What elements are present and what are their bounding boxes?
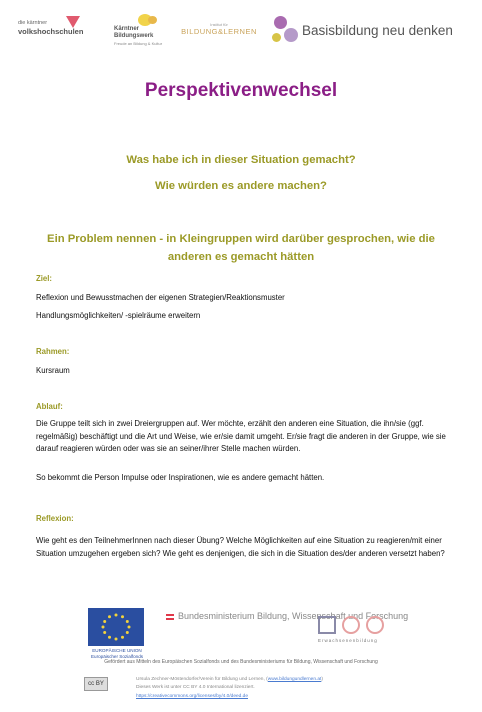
header-logos: die kärntner volkshochschulen Kärntner Bildungswerk Freude an Bildung & Kultur Institut für BILDUNG&LERNEN Basisbildung neu denken: [14, 14, 472, 48]
website-link[interactable]: www.bildungundlernen.at: [267, 677, 322, 682]
basisbildung-logo: Basisbildung neu denken: [272, 16, 472, 48]
ziel-item-1: Reflexion und Bewusstmachen der eigenen Strategien/Reaktionsmuster: [36, 293, 285, 302]
circle-lilac-icon: [284, 28, 298, 42]
eu-flag-icon: [88, 608, 144, 646]
ablauf-paragraph-2: So bekommt die Person Impulse oder Inspirationen, wie es andere gemacht hätten.: [36, 473, 325, 482]
vhs-mark-icon: [66, 16, 80, 28]
circle-purple-icon: [274, 16, 287, 29]
ring-shape-icon: [366, 616, 384, 634]
circle-yellow-icon: [272, 33, 281, 42]
ziel-label: Ziel:: [36, 274, 53, 283]
ablauf-label: Ablauf:: [36, 402, 63, 411]
ablauf-paragraph-1: Die Gruppe teilt sich in zwei Dreiergruppen auf. Wer möchte, erzählt den anderen eine Situation, die ihn/sie (ggf. regelmäßig) beschäftigt und die Art und Weise, wie er/sie damit umgeht. Er/sie fragt die anderen in der Gruppe, wie sie darauf reagieren würden oder was sie an seiner/ihrer Stelle machen würden.: [36, 419, 446, 454]
reflexion-label: Reflexion:: [36, 514, 74, 523]
speech-bubble-small-icon: [148, 16, 157, 24]
square-shape-icon: [318, 616, 336, 634]
license-link[interactable]: https://creativecommons.org/licenses/by/4.0/deed.de: [136, 693, 248, 699]
license-text: Ursula Zechner-Möstendorfer/Verein für Bildung und Lernen, (www.bildungundlernen.at) Dieses Werk ist unter CC BY 4.0 International lizenziert. https://creativecommons.org/licenses/by/4.0/deed.de: [136, 677, 323, 699]
question-1: Was habe ich in dieser Situation gemacht?: [126, 154, 356, 166]
rahmen-label: Rahmen:: [36, 347, 70, 356]
vhs-logo: die kärntner volkshochschulen: [18, 20, 110, 36]
footer-logos: EUROPÄISCHE UNION Europäischer Sozialfonds Bundesministerium Bildung, Wissenschaft und Forschung Erwachsenenbildung: [0, 608, 482, 656]
ring-shape-icon: [342, 616, 360, 634]
eu-caption: EUROPÄISCHE UNION Europäischer Sozialfonds: [90, 648, 144, 659]
funding-note: Gefördert aus Mitteln des Europäischen Sozialfonds und des Bundesministeriums für Bildung, Wissenschaft und Forschung: [104, 659, 378, 665]
ziel-item-2: Handlungsmöglichkeiten/ -spielräume erweitern: [36, 311, 201, 320]
reflexion-paragraph: Wie geht es den TeilnehmerInnen nach dieser Übung? Welche Möglichkeiten auf eine Situation zu reagieren/mit einer Situation umzugehen ergeben sich? Wie geht es denjenigen, die sich in die Situation des/der anderen versetzt haben?: [36, 536, 445, 558]
bildung-lernen-logo: Institut für BILDUNG&LERNEN: [181, 22, 257, 36]
cc-license-icon: cc BY: [84, 677, 108, 691]
problem-statement: Ein Problem nennen - in Kleingruppen wird darüber gesprochen, wie die anderen es gemacht hätten: [47, 233, 435, 263]
rahmen-item: Kursraum: [36, 366, 70, 375]
page-title: Perspektivenwechsel: [144, 80, 338, 101]
question-2: Wie würden es andere machen?: [155, 180, 327, 192]
